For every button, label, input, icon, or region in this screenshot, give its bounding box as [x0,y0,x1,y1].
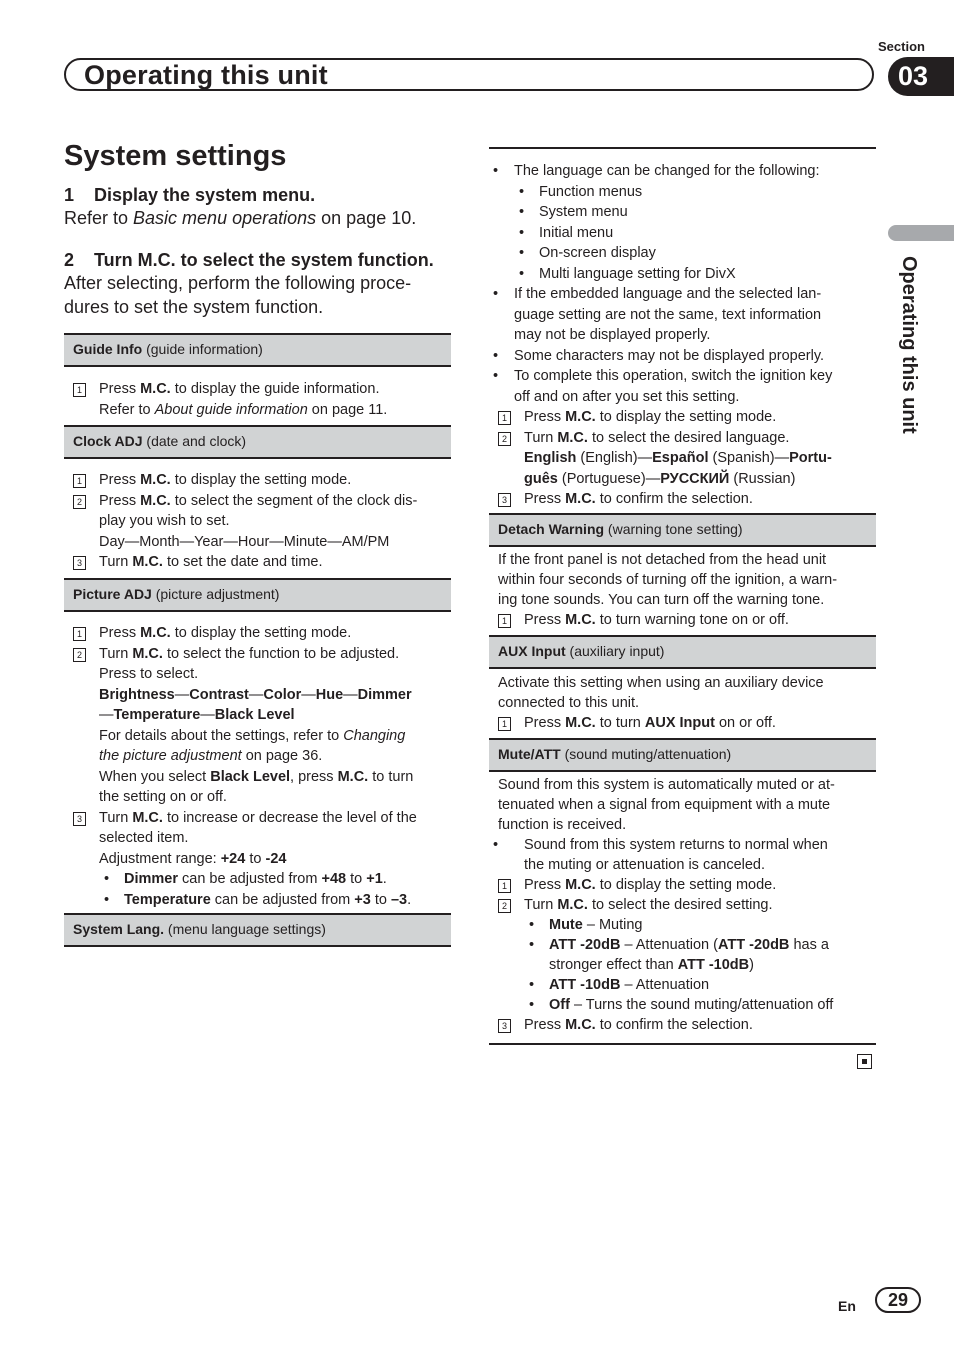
bullet-item: • Multi language setting for DivX [514,264,879,285]
bullet-item: • Temperature can be adjusted from +3 to –3. [99,890,454,911]
step-title: Display the system menu. [94,185,316,205]
divider [489,1043,876,1045]
list-item: 3 Press M.C. to confirm the selection. [489,1015,879,1035]
aux-input-heading: AUX Input (auxiliary input) [489,635,876,669]
list-item: 1 Press M.C. to display the setting mode. [64,470,454,491]
page-number: 29 [875,1287,921,1313]
bullet-item: • To complete this operation, switch the ignition key off and on after you set this setting. [489,366,879,407]
detach-warning-body: If the front panel is not detached from the head unit within four seconds of turning off the ignition, a warn- ing tone sounds. You can turn off the warning tone. 1 Press M.C. to turn warning tone on or off. [489,550,879,630]
bullet-item: • Initial menu [514,223,879,244]
step-1 [64,185,454,230]
bullet-item: • The language can be changed for the following: • Function menus • System menu • Initial menu • On-screen display • Multi language setting for DivX [489,161,879,284]
step-title: Turn M.C. to select the system function. [94,250,434,270]
mute-att-heading: Mute/ATT (sound muting/attenuation) [489,738,876,772]
side-tab-marker [888,225,954,241]
bullet-item: • Function menus [514,182,879,203]
list-item: 3 Turn M.C. to increase or decrease the level of the selected item. Adjustment range: +24 to -24 • Dimmer can be adjusted from +48 to +1. • Temperature can be adjusted from +3 to –3. [64,808,454,911]
list-item: 1 Press M.C. to display the guide information. Refer to About guide information on page 11. [64,379,454,420]
bullet-item: • On-screen display [514,243,879,264]
clock-adj-heading: Clock ADJ (date and clock) [64,425,451,459]
list-item: 2 Press M.C. to select the segment of the clock dis- play you wish to set. Day—Month—Year—Hour—Minute—AM/PM [64,491,454,553]
aux-input-body: Activate this setting when using an auxiliary device connected to this unit. 1 Press M.C. to turn AUX Input on or off. [489,673,879,733]
bullet-item: • Sound from this system returns to normal when the muting or attenuation is canceled. [489,835,879,875]
language-code: En [838,1298,856,1314]
header-title: Operating this unit [84,60,328,90]
section-number: 03 [888,57,954,96]
bullet-item: • Dimmer can be adjusted from +48 to +1. [99,869,454,890]
list-item: 2 Turn M.C. to select the desired setting. • Mute – Muting • ATT -20dB – Attenuation (ATT -20dB has a stronger effect than ATT -10dB) • ATT -10dB – Attenuation • Off – Turns the sound muting/attenuation off [489,895,879,1015]
list-item: 1 Press M.C. to turn AUX Input on or off. [489,713,879,733]
list-item: 2 Turn M.C. to select the function to be adjusted. Press to select. Brightness—Contrast—Color—Hue—Dimmer —Temperature—Black Level For details about the settings, refer to Changing the picture adjustment on page 36. When you select Black Level, press M.C. to turn the setting on or off. [64,644,454,808]
bullet-item: • System menu [514,202,879,223]
step-number: 1 [64,185,75,205]
side-label [882,256,924,486]
list-item: 1 Press M.C. to turn warning tone on or off. [489,610,879,630]
list-item: 3 Turn M.C. to set the date and time. [64,552,454,573]
guide-info-heading: Guide Info (guide information) [64,333,451,367]
step-body: dures to set the system function. [64,297,324,317]
divider [489,147,876,149]
list-item: 1 Press M.C. to display the setting mode. [64,623,454,644]
section-label: Section [878,39,925,54]
page-title: System settings [64,140,287,172]
clock-adj-body [64,470,454,573]
system-lang-body [489,161,879,510]
step-number: 2 [64,250,75,270]
list-item: 1 Press M.C. to display the setting mode. [489,407,879,428]
bullet-item: • Some characters may not be displayed properly. [489,346,879,367]
detach-warning-heading: Detach Warning (warning tone setting) [489,513,876,547]
end-mark-icon [857,1054,872,1069]
bullet-item: • Mute – Muting [524,915,879,935]
step-body: on page 10. [316,208,417,228]
list-item: 3 Press M.C. to confirm the selection. [489,489,879,510]
bullet-item: • Off – Turns the sound muting/attenuation off [524,995,879,1015]
step-body: Refer to [64,208,134,228]
guide-info-body [64,379,454,420]
bullet-item: • If the embedded language and the selected lan- guage setting are not the same, text information may not be displayed properly. [489,284,879,346]
system-lang-heading: System Lang. (menu language settings) [64,913,451,947]
step-body: After selecting, perform the following proce- [64,273,412,293]
bullet-item: • ATT -10dB – Attenuation [524,975,879,995]
list-item: 2 Turn M.C. to select the desired language. English (English)—Español (Spanish)—Portu- guês (Portuguese)—РУССКИЙ (Russian) [489,428,879,490]
cross-reference: Basic menu operations [133,208,317,228]
step-2 [64,250,454,319]
side-label-text: Operating this unit [898,256,920,434]
mute-att-body: Sound from this system is automatically muted or at- tenuated when a signal from equipment with a mute function is received. • Sound from this system returns to normal when the muting or attenuation is canceled. 1 Press M.C. to display the setting mode. 2 Turn M.C. to select the desired setting. • Mute – Muting • ATT -20dB – Attenuation (ATT -20dB has a stronger effect than ATT -10dB) • ATT -10dB – Attenuation • Off – Turns the sound muting/attenuation off 3 Press M.C. to confirm the selection. [489,775,879,1035]
picture-adj-heading: Picture ADJ (picture adjustment) [64,578,451,612]
picture-adj-body [64,623,454,910]
list-item: 1 Press M.C. to display the setting mode. [489,875,879,895]
bullet-item: • ATT -20dB – Attenuation (ATT -20dB has a stronger effect than ATT -10dB) [524,935,879,975]
